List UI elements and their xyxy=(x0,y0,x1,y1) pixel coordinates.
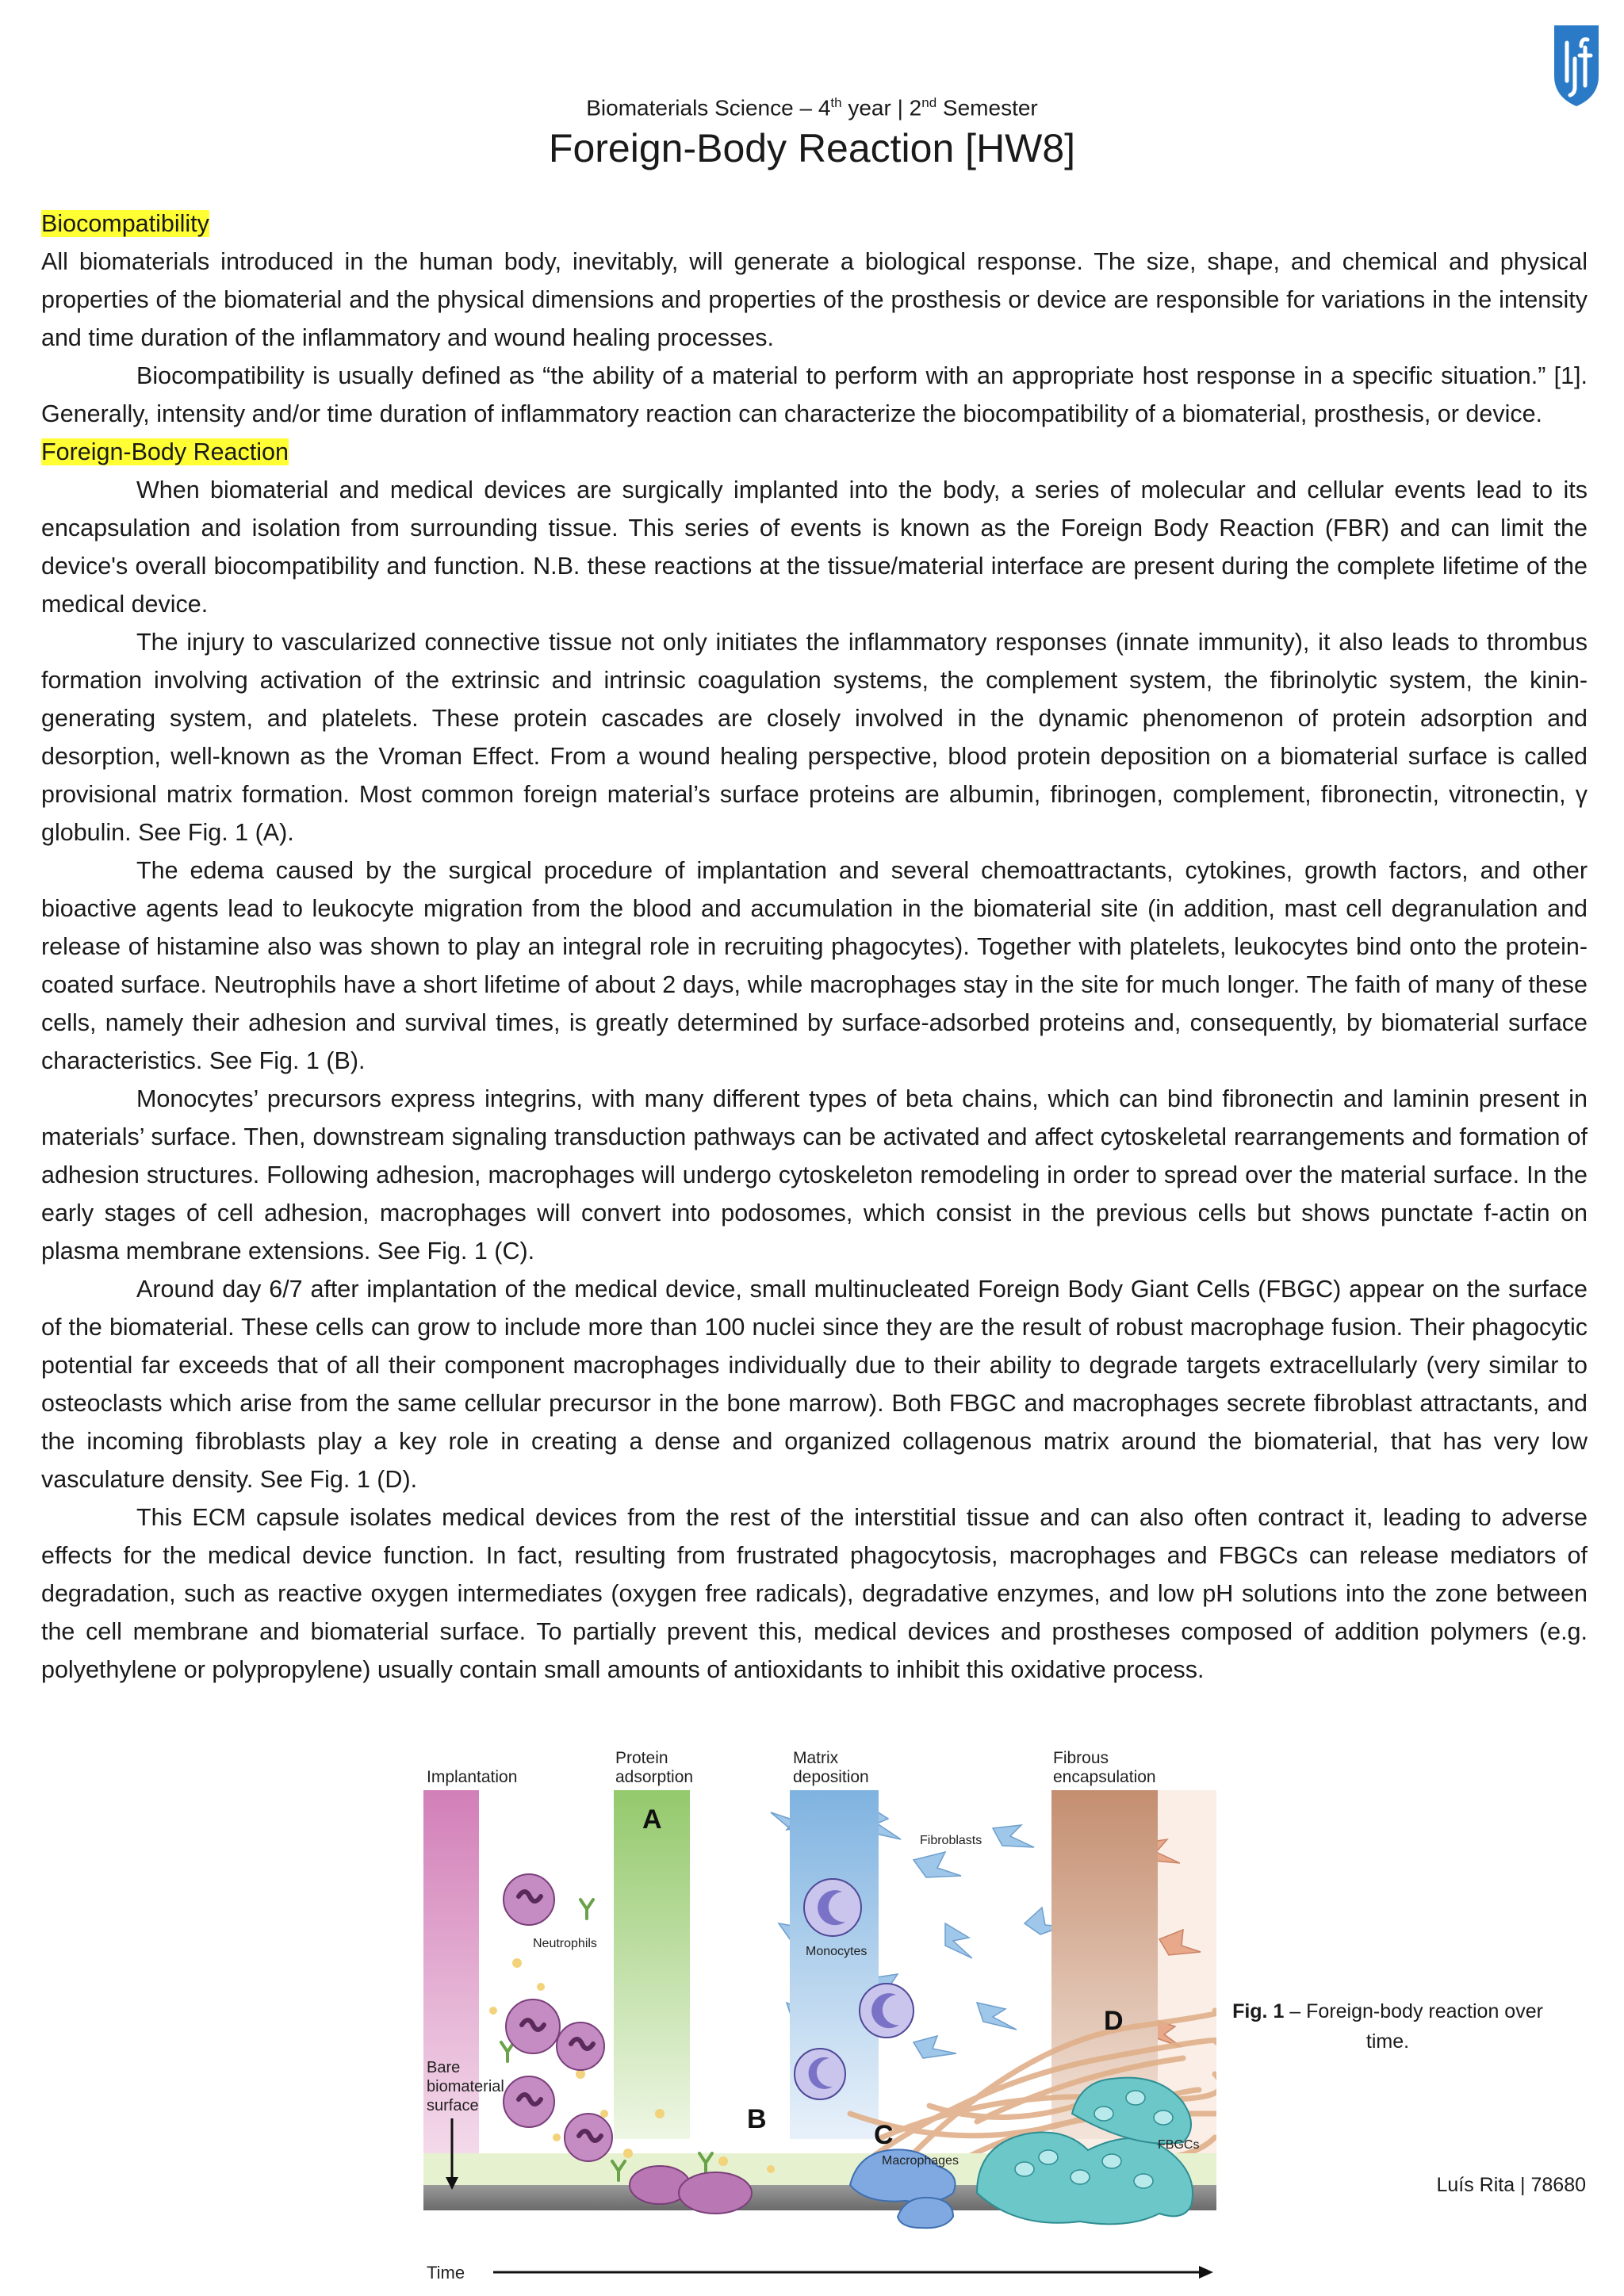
paragraph-fbr-3: The edema caused by the surgical procedure of implantation and several chemoattractants, cytokines, growth factors, and other bioactive agents lead to leukocyte migration from the blood and accumulation in the biomaterial site (in addition, mast cell degranulation and release of histamine also was shown to play an integral role in recruiting phagocytes). Together with platelets, leukocytes bind onto the protein-coated surface. Neutrophils have a short lifetime of about 2 days, while macrophages stay in the site for much longer. The faith of many of these cells, namely their adhesion and survival times, is greatly determined by surface-adsorbed proteins and, consequently, by biomaterial surface characteristics. See Fig. 1 (B). xyxy=(41,857,1588,1074)
label-fibrous-2: encapsulation xyxy=(1053,1768,1156,1786)
figure-caption xyxy=(1229,1996,1546,2057)
paragraph-fbr-1: When biomaterial and medical devices are surgically implanted into the body, a series of molecular and cellular events lead to its encapsulation and isolation from surrounding tissue. This series of events is known as the Foreign Body Reaction (FBR) and can limit the device's overall biocompatibility and function. N.B. these reactions at the tissue/material interface are present during the complete lifetime of the medical device. xyxy=(41,476,1588,618)
label-protein-1: Protein xyxy=(615,1749,668,1767)
highlighted-heading: Biocompatibility xyxy=(41,210,209,237)
label-bare-1: Bare xyxy=(427,2059,461,2076)
highlighted-heading: Foreign-Body Reaction xyxy=(41,438,289,465)
foreign-body-reaction-figure xyxy=(422,1741,1216,2288)
protein-adsorption-column xyxy=(614,1790,690,2139)
label-fibrous-1: Fibrous xyxy=(1053,1749,1109,1767)
letter-d: D xyxy=(1104,2006,1124,2036)
paragraph-fbr-5: Around day 6/7 after implantation of the medical device, small multinucleated Foreign Body Giant Cells (FBGC) appear on the surface of the biomaterial. These cells can grow to include more than 100 nuclei since they are the result of robust macrophage fusion. Their phagocytic potential far exceeds that of all their component macrophages individually due to their ability to degrade targets extracellularly (very similar to osteoclasts which arise from the same cellular precursor in the bone marrow). Both FBGC and macrophages secrete fibroblast attractants, and the incoming fibroblasts play a key role in creating a dense and organized collagenous matrix around the biomaterial, that has very low vasculature density. See Fig. 1 (D). xyxy=(41,1276,1588,1493)
course-mid: year | 2 xyxy=(841,95,922,121)
course-line xyxy=(0,95,1624,121)
paragraph-biocompat-2: Biocompatibility is usually defined as “the ability of a material to perform with an appropriate host response in a specific situation.” [1]. Generally, intensity and/or time duration of inflammatory reaction can characterize the biocompatibility of a biomaterial, prosthesis, or device. xyxy=(41,362,1588,427)
author-line: Luís Rita | 78680 xyxy=(1436,2174,1586,2196)
course-sup-nd: nd xyxy=(921,95,937,110)
label-fibroblasts: Fibroblasts xyxy=(920,1834,982,1847)
letter-c: C xyxy=(874,2120,894,2150)
label-bare-3: surface xyxy=(427,2097,479,2114)
label-matrix-1: Matrix xyxy=(793,1749,839,1767)
caption-text: – Foreign-body reaction over time. xyxy=(1284,2000,1543,2053)
letter-a: A xyxy=(642,1804,662,1835)
time-arrow-head xyxy=(1199,2266,1213,2279)
label-protein-2: adsorption xyxy=(615,1768,694,1786)
label-fbgcs: FBGCs xyxy=(1158,2138,1200,2152)
course-suffix: Semester xyxy=(936,95,1038,121)
label-bare-2: biomaterial xyxy=(427,2078,504,2095)
letter-b: B xyxy=(747,2104,767,2134)
label-monocytes: Monocytes xyxy=(806,1945,868,1958)
course-sup-th: th xyxy=(830,95,842,110)
paragraph-fbr-4: Monocytes’ precursors express integrins, with many different types of beta chains, which can bind fibronectin and laminin present in materials’ surface. Then, downstream signaling transduction pathways can be activated and affect cytoskeletal rearrangements and formation of adhesion structures. Following adhesion, macrophages will undergo cytoskeleton remodeling in order to spread over the material surface. In the early stages of cell adhesion, macrophages will convert into podosomes, which consist in the previous cells but shows punctate f-actin on plasma membrane extensions. See Fig. 1 (C). xyxy=(41,1085,1588,1265)
section-heading-fbr xyxy=(41,433,1588,471)
paragraph-fbr-2: The injury to vascularized connective tissue not only initiates the inflammatory responses (innate immunity), it also leads to thrombus formation involving activation of the extrinsic and intrinsic coagulation systems, the complement system, the fibrinolytic system, the kinin-generating system, and platelets. These protein cascades are closely involved in the dynamic phenomenon of protein adsorption and desorption, well-known as the Vroman Effect. From a wound healing perspective, blood protein deposition on a biomaterial surface is called provisional matrix formation. Most common foreign material’s surface proteins are albumin, fibrinogen, complement, fibronectin, vitronectin, γ globulin. See Fig. 1 (A). xyxy=(41,629,1588,846)
label-macrophages: Macrophages xyxy=(882,2154,959,2168)
label-matrix-2: deposition xyxy=(793,1768,869,1786)
paragraph-biocompat-1: All biomaterials introduced in the human body, inevitably, will generate a biological response. The size, shape, and chemical and physical properties of the biomaterial and the physical dimensions and properties of the prosthesis or device are responsible for variations in the intensity and time duration of the inflammatory and wound healing processes. xyxy=(41,248,1588,351)
section-heading-biocompatibility xyxy=(41,205,1588,243)
course-prefix: Biomaterials Science – 4 xyxy=(586,95,831,121)
label-time: Time xyxy=(427,2263,465,2283)
document-body xyxy=(41,205,1588,1689)
paragraph-fbr-6: This ECM capsule isolates medical devices from the rest of the interstitial tissue and can also often contract it, leading to adverse effects for the medical device function. In fact, resulting from frustrated phagocytosis, macrophages and FBGCs can release mediators of degradation, such as reactive oxygen intermediates (oxygen free radicals), degradative enzymes, and low pH solutions into the zone between the cell membrane and biomaterial surface. To partially prevent this, medical devices and prostheses composed of addition polymers (e.g. polyethylene or polypropylene) usually contain small amounts of antioxidants to inhibit this oxidative process. xyxy=(41,1504,1588,1683)
label-implantation: Implantation xyxy=(427,1768,518,1786)
caption-label: Fig. 1 xyxy=(1232,2000,1285,2022)
page-title: Foreign-Body Reaction [HW8] xyxy=(548,126,1076,170)
label-neutrophils: Neutrophils xyxy=(533,1937,597,1950)
